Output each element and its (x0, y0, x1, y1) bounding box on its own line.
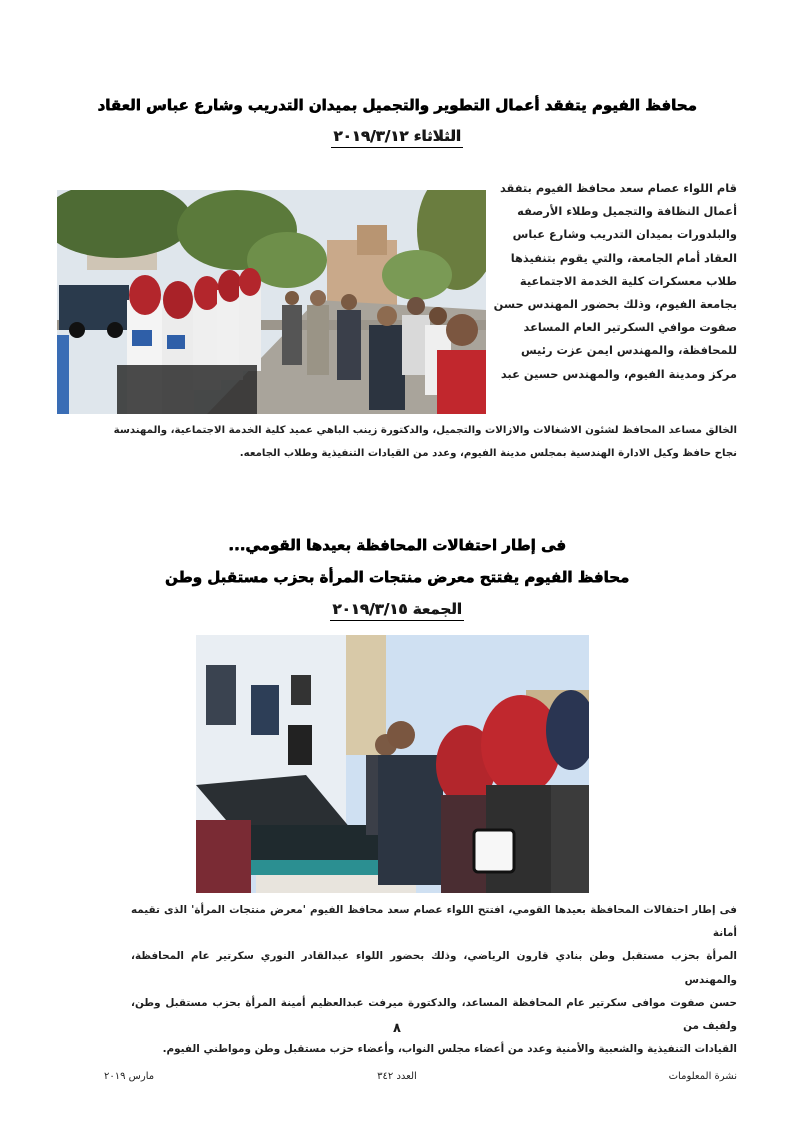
footer-issue: العدد ٣٤٢ (377, 1071, 417, 1082)
article1-side-line: صفوت موافي السكرتير العام المساعد (523, 320, 737, 335)
article1-photo (57, 190, 486, 414)
exhibition-photo-illustration (196, 635, 589, 893)
article2-title-line2: محافظ الفيوم يفتتح معرض منتجات المرأة بحزب مستقبل وطن (164, 568, 630, 586)
article1-side-line: للمحافظة، والمهندس ايمن عزت رئيس (520, 343, 737, 358)
footer-date: مارس ٢٠١٩ (104, 1071, 155, 1082)
article1-full-line: الخالق مساعد المحافظ لشئون الاشغالات والازالات والتجميل، والدكتورة زينب الباهي عميد كلية الخدمة الاجتماعية، والمهندسة (113, 425, 737, 436)
inspection-photo-illustration (57, 190, 486, 414)
footer-publication: نشرة المعلومات (668, 1071, 737, 1082)
article2-date-text: الجمعة ٢٠١٩/٣/١٥ (330, 598, 463, 621)
article2-title-line1: فى إطار احتفالات المحافظة بعيدها القومي... (228, 536, 566, 554)
article1-title: محافظ الفيوم يتفقد أعمال التطوير والتجميل بميدان التدريب وشارع عباس العقاد (97, 96, 697, 114)
article1-full-line: نجاح حافظ وكيل الادارة الهندسية بمجلس مدينة الفيوم، وعدد من القيادات التنفيذية وطلاب الجامعه. (239, 448, 737, 460)
article1-side-line: طلاب معسكرات كلية الخدمة الاجتماعية (519, 273, 737, 288)
article2-body-line: حسن صفوت موافى سكرتير عام المحافظة المساعد، والدكتورة ميرفت عبدالعظيم أمينة المرأة بحزب مستقبل وطن، ولفيف من (131, 996, 737, 1033)
article2-body-line: القيادات التنفيذية والشعبية والأمنية وعدد من أعضاء مجلس النواب، وأعضاء حزب مستقبل وطن ومواطني الفيوم. (162, 1043, 737, 1056)
article1-side-line: العقاد أمام الجامعة، والتي يقوم بتنفيذها (510, 250, 737, 265)
article1-date-text: الثلاثاء ٢٠١٩/٣/١٢ (331, 125, 463, 148)
article1-date (0, 125, 794, 148)
article2-photo (196, 635, 589, 893)
page-number: ٨ (393, 1021, 401, 1036)
article1-full-text (56, 419, 737, 465)
article2-body-text (131, 899, 737, 1061)
article2-body-line: المرأة بحزب مستقبل وطن بنادي قارون الرياضي، وذلك بحضور اللواء عبدالقادر النوري سكرتير عام المحافظة، والمهندس (131, 950, 737, 986)
article1-side-line: مركز ومدينة الفيوم، والمهندس حسين عبد (500, 366, 737, 381)
article2-body-line: فى إطار احتفالات المحافظة بعيدها القومي، افتتح اللواء عصام سعد محافظ الفيوم 'معرض منتجات المرأة' الذى تقيمه أمانة (131, 904, 737, 940)
article1-side-line: قام اللواء عصام سعد محافظ الفيوم بتفقد (499, 181, 737, 195)
article2-date (0, 598, 794, 621)
article1-side-text (492, 177, 737, 386)
article1-side-line: والبلدورات بميدان التدريب وشارع عباس (512, 227, 737, 242)
article1-side-line: أعمال النظافة والتجميل وطلاء الأرصفه (517, 204, 737, 219)
article1-side-line: بجامعة الفيوم، وذلك بحضور المهندس حسن (493, 297, 737, 312)
